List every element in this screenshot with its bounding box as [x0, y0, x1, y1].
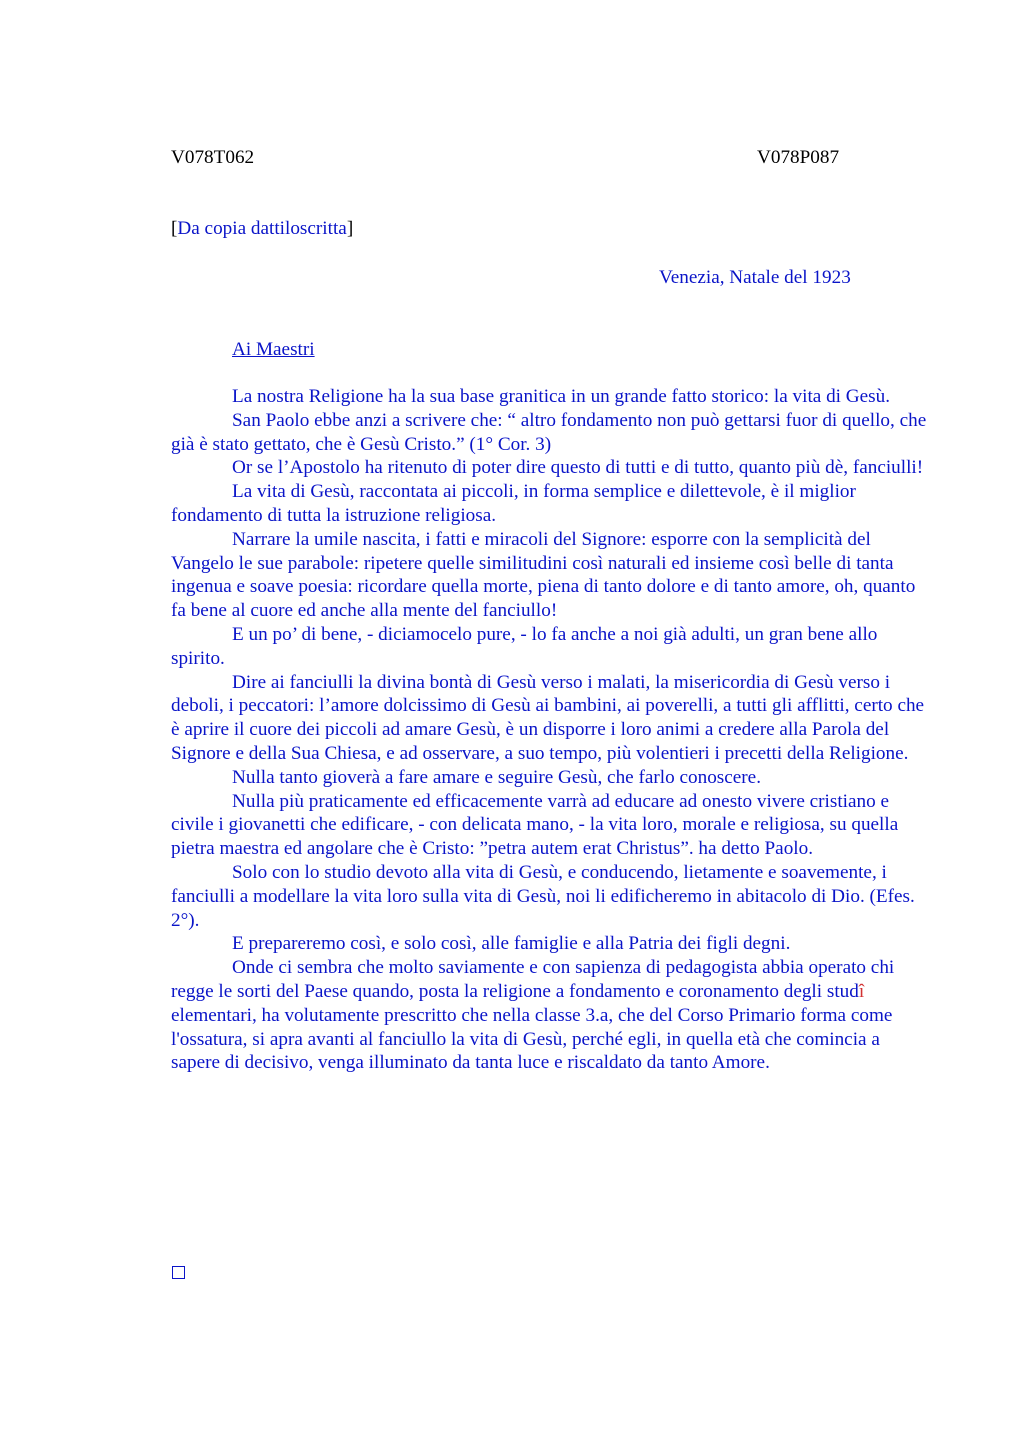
paragraph: Or se l’Apostolo ha ritenuto di poter dire questo di tutti e di tutto, quanto più dè, fanciulli!: [232, 457, 924, 479]
document-code-left: V078T062: [171, 147, 255, 168]
paragraph: Solo con lo studio devoto alla vita di Gesù, e conducendo, lietamente e soavemente, i fanciulli a modellare la vita loro sulla vita di Gesù, noi li edificheremo in abitacolo di Dio. (Efes. 2°).: [171, 861, 915, 931]
paragraph: San Paolo ebbe anzi a scrivere che: “ altro fondamento non può gettarsi fuor di quello, che già è stato gettato, che è Gesù Cristo.” (1° Cor. 3): [171, 409, 927, 455]
paragraph: E prepareremo così, e solo così, alle famiglie e alla Patria dei figli degni.: [232, 933, 791, 955]
paragraph: Nulla più praticamente ed efficacemente varrà ad educare ad onesto vivere cristiano e civile i giovanetti che edificare, - con delicata mano, - la vita loro, morale e religiosa, su quella pietra maestra ed angolare che è Cristo: ”petra autem erat Christus”. ha detto Paolo.: [171, 790, 899, 860]
letter-heading: Ai Maestri: [232, 339, 315, 360]
paragraph: La vita di Gesù, raccontata ai piccoli, in forma semplice e dilettevole, è il miglior fondamento di tutta la istruzione religiosa.: [171, 481, 856, 526]
source-note-open-bracket: [: [171, 218, 178, 239]
source-note-close-bracket: ]: [346, 218, 354, 239]
document-code-right: V078P087: [757, 147, 840, 168]
paragraph-last: [171, 956, 931, 1075]
dateline: Venezia, Natale del 1923: [659, 267, 851, 288]
checkbox-square-icon: [172, 1266, 185, 1279]
marked-character: î: [858, 980, 865, 1002]
last-paragraph-before: Onde ci sembra che molto saviamente e con sapienza di pedagogista abbia operato chi regge le sorti del Paese quando, posta la religione a fondamento e coronamento degli stud: [171, 957, 895, 1002]
source-note-text: Da copia dattiloscritta: [177, 218, 347, 239]
paragraph: Narrare la umile nascita, i fatti e miracoli del Signore: esporre con la semplicità del Vangelo le sue parabole: ripetere quelle similitudini così naturali ed insieme così belle di tanta ingenua e soave poesia: ricordare quella morte, piena di tanto dolore e di tanto amore, oh, quanto fa bene al cuore ed anche alla mente del fanciullo!: [171, 528, 916, 622]
paragraph: Nulla tanto gioverà a fare amare e seguire Gesù, che farlo conoscere.: [232, 766, 761, 788]
source-note: [171, 217, 353, 241]
paragraph: Dire ai fanciulli la divina bontà di Gesù verso i malati, la misericordia di Gesù verso i deboli, i peccatori: l’amore dolcissimo di Gesù ai bambini, ai poverelli, a tutti gli afflitti, certo che è aprire il cuore dei piccoli ad amare Gesù, è un disporre i loro animi a credere alla Parola del Signore e della Sua Chiesa, e ad osservare, a suo tempo, più volentieri i precetti della Religione.: [171, 671, 925, 764]
last-paragraph-after: elementari, ha volutamente prescritto che nella classe 3.a, che del Corso Primario forma come l'ossatura, si apra avanti al fanciullo la vita di Gesù, perché egli, in quella età che comincia a sapere di decisivo, venga illuminato da tanta luce e riscaldato da tanto Amore.: [171, 1004, 893, 1074]
paragraph: E un po’ di bene, - diciamocelo pure, - lo fa anche a noi già adulti, un gran bene allo spirito.: [171, 623, 878, 669]
paragraph: La nostra Religione ha la sua base granitica in un grande fatto storico: la vita di Gesù.: [232, 386, 891, 407]
letter-body: [171, 385, 931, 1075]
